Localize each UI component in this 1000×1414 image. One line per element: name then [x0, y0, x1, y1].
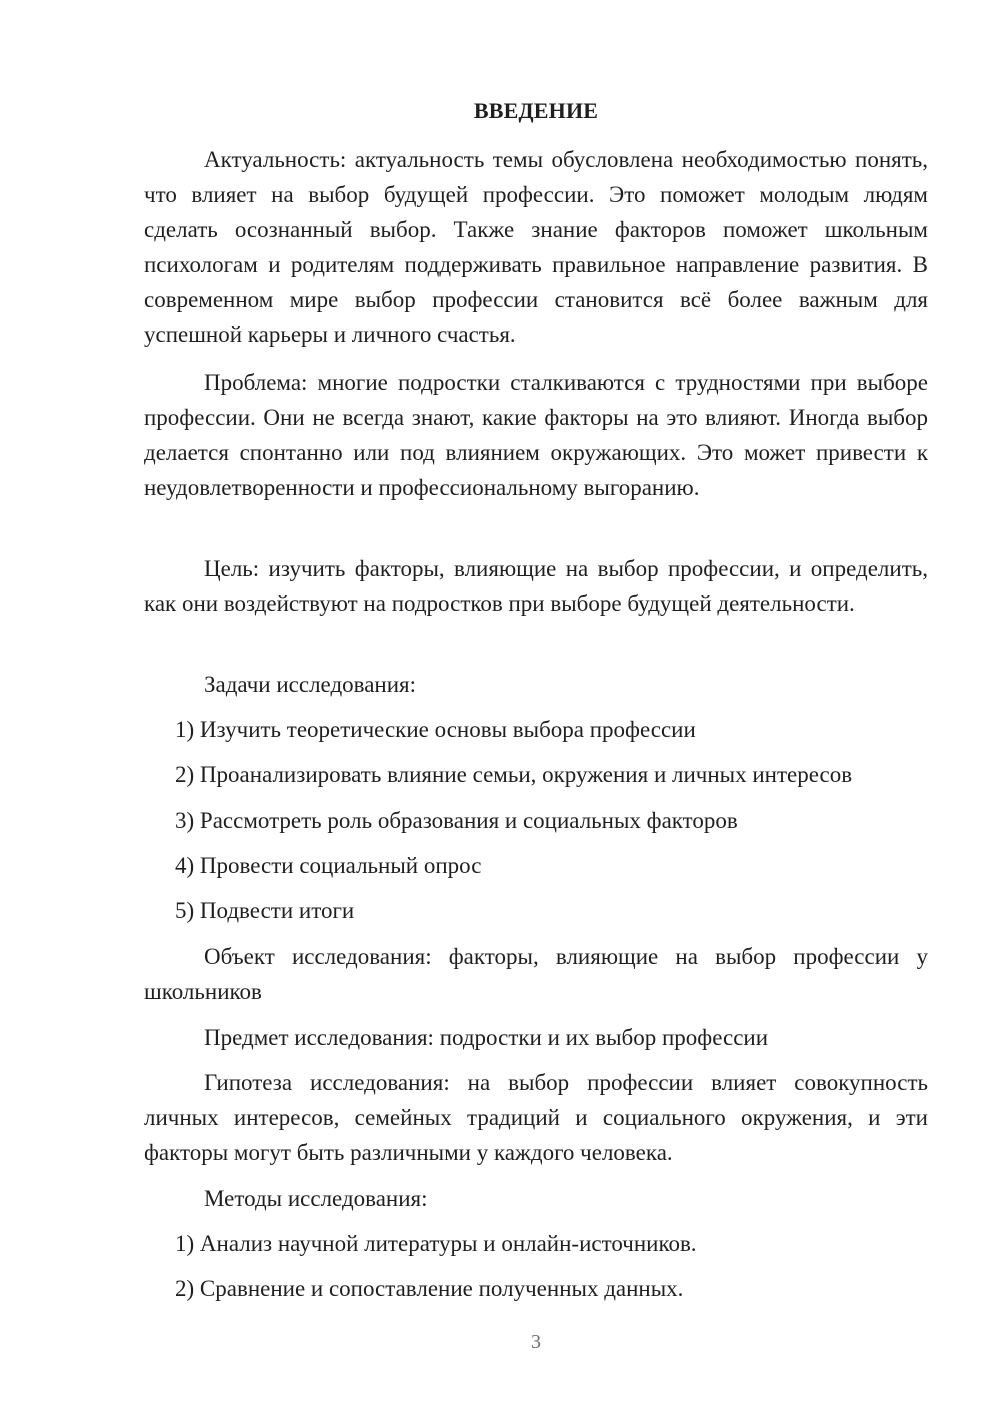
task-item-5: 5) Подвести итоги [175, 898, 355, 923]
goal-paragraph: Цель: изучить факторы, влияющие на выбор профессии, и определить, как они воздействуют на подростков при выборе будущей деятельности. [144, 556, 928, 616]
page-number: 3 [531, 1331, 541, 1353]
methods-heading: Методы исследования: [204, 1186, 428, 1211]
method-item-1: 1) Анализ научной литературы и онлайн-источников. [175, 1231, 697, 1256]
tasks-heading: Задачи исследования: [204, 672, 417, 697]
section-title: ВВЕДЕНИЕ [473, 98, 599, 123]
subject-paragraph: Предмет исследования: подростки и их выбор профессии [204, 1025, 769, 1050]
task-item-4: 4) Провести социальный опрос [175, 853, 482, 878]
method-item-2: 2) Сравнение и сопоставление полученных данных. [175, 1276, 684, 1301]
problem-paragraph: Проблема: многие подростки сталкиваются с трудностями при выборе профессии. Они не всегда знают, какие факторы на это влияют. Иногда выбор делается спонтанно или под влиянием окружающих. Это может привести к неудовлетворенности и профессиональному выгоранию. [144, 370, 928, 500]
object-paragraph: Объект исследования: факторы, влияющие на выбор профессии у школьников [144, 944, 928, 1004]
task-item-1: 1) Изучить теоретические основы выбора профессии [175, 717, 696, 742]
task-item-2: 2) Проанализировать влияние семьи, окружения и личных интересов [175, 762, 853, 787]
hypothesis-paragraph: Гипотеза исследования: на выбор профессии влияет совокупность личных интересов, семейных традиций и социального окружения, и эти факторы могут быть различными у каждого человека. [144, 1070, 928, 1165]
task-item-3: 3) Рассмотреть роль образования и социальных факторов [175, 808, 738, 833]
relevance-paragraph: Актуальность: актуальность темы обусловлена необходимостью понять, что влияет на выбор будущей профессии. Это поможет молодым людям сделать осознанный выбор. Также знание факторов поможет школьным психологам и родителям поддерживать правильное направление развития. В современном мире выбор профессии становится всё более важным для успешной карьеры и личного счастья. [144, 147, 928, 347]
